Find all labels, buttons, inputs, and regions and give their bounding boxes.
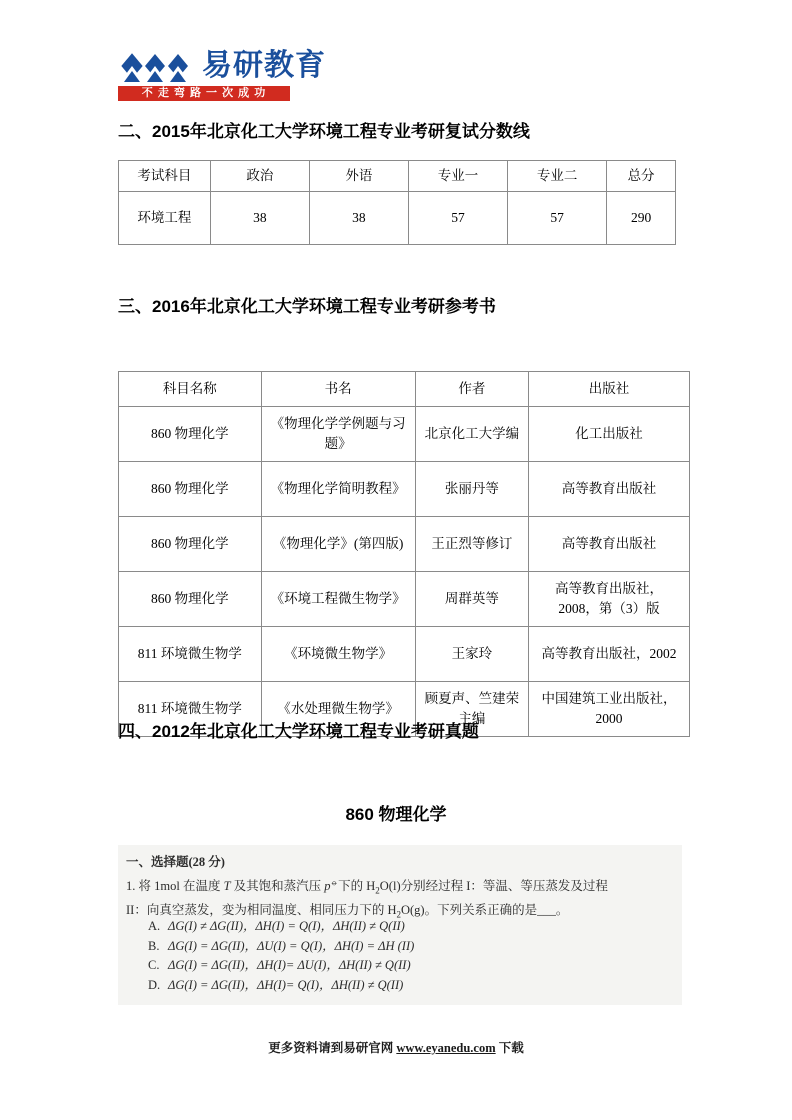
cell-subject: 环境工程 — [119, 192, 211, 245]
table-row — [119, 407, 690, 462]
reference-book-table — [118, 371, 690, 737]
col-header-book-title: 书名 — [261, 372, 415, 407]
page-footer — [0, 1038, 792, 1056]
cell-course-name: 860 物理化学 — [119, 572, 262, 627]
admission-score-table — [118, 160, 676, 245]
section-heading-4: 四、2012年北京化工大学环境工程专业考研真题 — [118, 722, 479, 741]
option-d-label: D. — [148, 977, 161, 992]
variable-T: T — [223, 879, 231, 894]
table-row — [119, 572, 690, 627]
cell-course-name: 811 环境微生物学 — [119, 682, 262, 737]
question-part-1c: 下的 H — [338, 879, 376, 894]
footer-suffix: 下载 — [495, 1041, 524, 1055]
cell-publisher: 高等教育出版社，2008，第（3）版 — [529, 572, 690, 627]
subscript-two: 2 — [375, 885, 380, 896]
superscript-standard-state: ⦵ — [330, 877, 339, 887]
question-part-1d: O(l)分别经过程 I：等温、等压蒸发及过程 — [379, 879, 608, 894]
cell-publisher: 高等教育出版社 — [529, 462, 690, 517]
table-header-row — [119, 372, 690, 407]
cell-course-name: 811 环境微生物学 — [119, 627, 262, 682]
cell-author: 张丽丹等 — [415, 462, 528, 517]
col-header-subject: 考试科目 — [119, 161, 211, 192]
cell-publisher: 化工出版社 — [529, 407, 690, 462]
logo-wordmark: 易研教育 — [202, 49, 326, 82]
cell-author: 北京化工大学编 — [415, 407, 528, 462]
option-a-label: A. — [148, 919, 161, 933]
logo-slogan-banner: 不 走 弯 路 一 次 成 功 — [118, 86, 290, 101]
col-header-major-one: 专业一 — [408, 161, 507, 192]
site-logo — [118, 50, 418, 106]
col-header-major-two: 专业二 — [508, 161, 607, 192]
cell-politics: 38 — [210, 192, 309, 245]
option-b-label: B. — [148, 938, 160, 953]
cell-book-title: 《物理化学学例题与习题》 — [261, 407, 415, 462]
cell-course-name: 860 物理化学 — [119, 517, 262, 572]
option-b-text: ΔG(I) = ΔG(II)，ΔU(I) = Q(I)，ΔH(I) = ΔH (II) — [168, 938, 415, 953]
col-header-politics: 政治 — [210, 161, 309, 192]
exam-section-label: 一、选择题(28 分) — [126, 855, 225, 869]
section-heading-2: 二、2015年北京化工大学环境工程专业考研复试分数线 — [118, 122, 530, 141]
table-header-row — [119, 161, 676, 192]
question-part-1b: 及其饱和蒸汽压 — [230, 879, 325, 894]
exam-scan-block — [118, 845, 682, 1005]
cell-course-name: 860 物理化学 — [119, 407, 262, 462]
cell-author: 王家玲 — [415, 627, 528, 682]
cell-publisher: 高等教育出版社，2002 — [529, 627, 690, 682]
exam-options-list — [148, 917, 668, 995]
col-header-total: 总分 — [607, 161, 676, 192]
section-heading-3: 三、2016年北京化工大学环境工程专业考研参考书 — [118, 297, 496, 316]
cell-major-two: 57 — [508, 192, 607, 245]
table-row — [119, 192, 676, 245]
footer-prefix: 更多资料请到易研官网 — [268, 1041, 397, 1055]
cell-total: 290 — [607, 192, 676, 245]
cell-book-title: 《环境微生物学》 — [261, 627, 415, 682]
table-row — [119, 517, 690, 572]
col-header-author: 作者 — [415, 372, 528, 407]
cell-book-title: 《物理化学简明教程》 — [261, 462, 415, 517]
cell-major-one: 57 — [408, 192, 507, 245]
question-part-2a: II：向真空蒸发，变为相同温度、相同压力下的 H — [126, 902, 397, 917]
col-header-course-name: 科目名称 — [119, 372, 262, 407]
option-a — [148, 917, 668, 937]
table-row — [119, 462, 690, 517]
option-a-text: ΔG(I) ≠ ΔG(II)，ΔH(I) = Q(I)，ΔH(II) ≠ Q(II) — [168, 919, 405, 933]
cell-publisher: 高等教育出版社 — [529, 517, 690, 572]
cell-book-title: 《环境工程微生物学》 — [261, 572, 415, 627]
option-c-text: ΔG(I) = ΔG(II)，ΔH(I)= ΔU(I)，ΔH(II) ≠ Q(II) — [168, 958, 411, 972]
cell-foreign-language: 38 — [309, 192, 408, 245]
footer-website-link[interactable]: www.eyanedu.com — [396, 1041, 496, 1055]
option-c-label: C. — [148, 958, 160, 972]
question-part-1a: 1. 将 1mol 在温度 — [126, 879, 224, 894]
cell-publisher: 中国建筑工业出版社，2000 — [529, 682, 690, 737]
cell-author: 周群英等 — [415, 572, 528, 627]
cell-course-name: 860 物理化学 — [119, 462, 262, 517]
exam-subtitle: 860 物理化学 — [345, 805, 447, 824]
cell-author: 顾夏声、竺建荣主编 — [415, 682, 528, 737]
subscript-two: 2 — [396, 909, 401, 920]
diamond-chevron-logo-icon — [118, 52, 196, 84]
table-row — [119, 627, 690, 682]
option-b — [148, 937, 668, 957]
cell-author: 王正烈等修订 — [415, 517, 528, 572]
cell-book-title: 《水处理微生物学》 — [261, 682, 415, 737]
cell-book-title: 《物理化学》(第四版) — [261, 517, 415, 572]
col-header-foreign-language: 外语 — [309, 161, 408, 192]
option-d-text: ΔG(I) = ΔG(II)，ΔH(I)= Q(I)，ΔH(II) ≠ Q(II) — [168, 977, 404, 992]
variable-p: p — [324, 879, 331, 894]
option-c — [148, 956, 668, 976]
col-header-publisher: 出版社 — [529, 372, 690, 407]
question-part-2b: O(g)。下列关系正确的是___。 — [400, 902, 569, 917]
option-d — [148, 976, 668, 996]
